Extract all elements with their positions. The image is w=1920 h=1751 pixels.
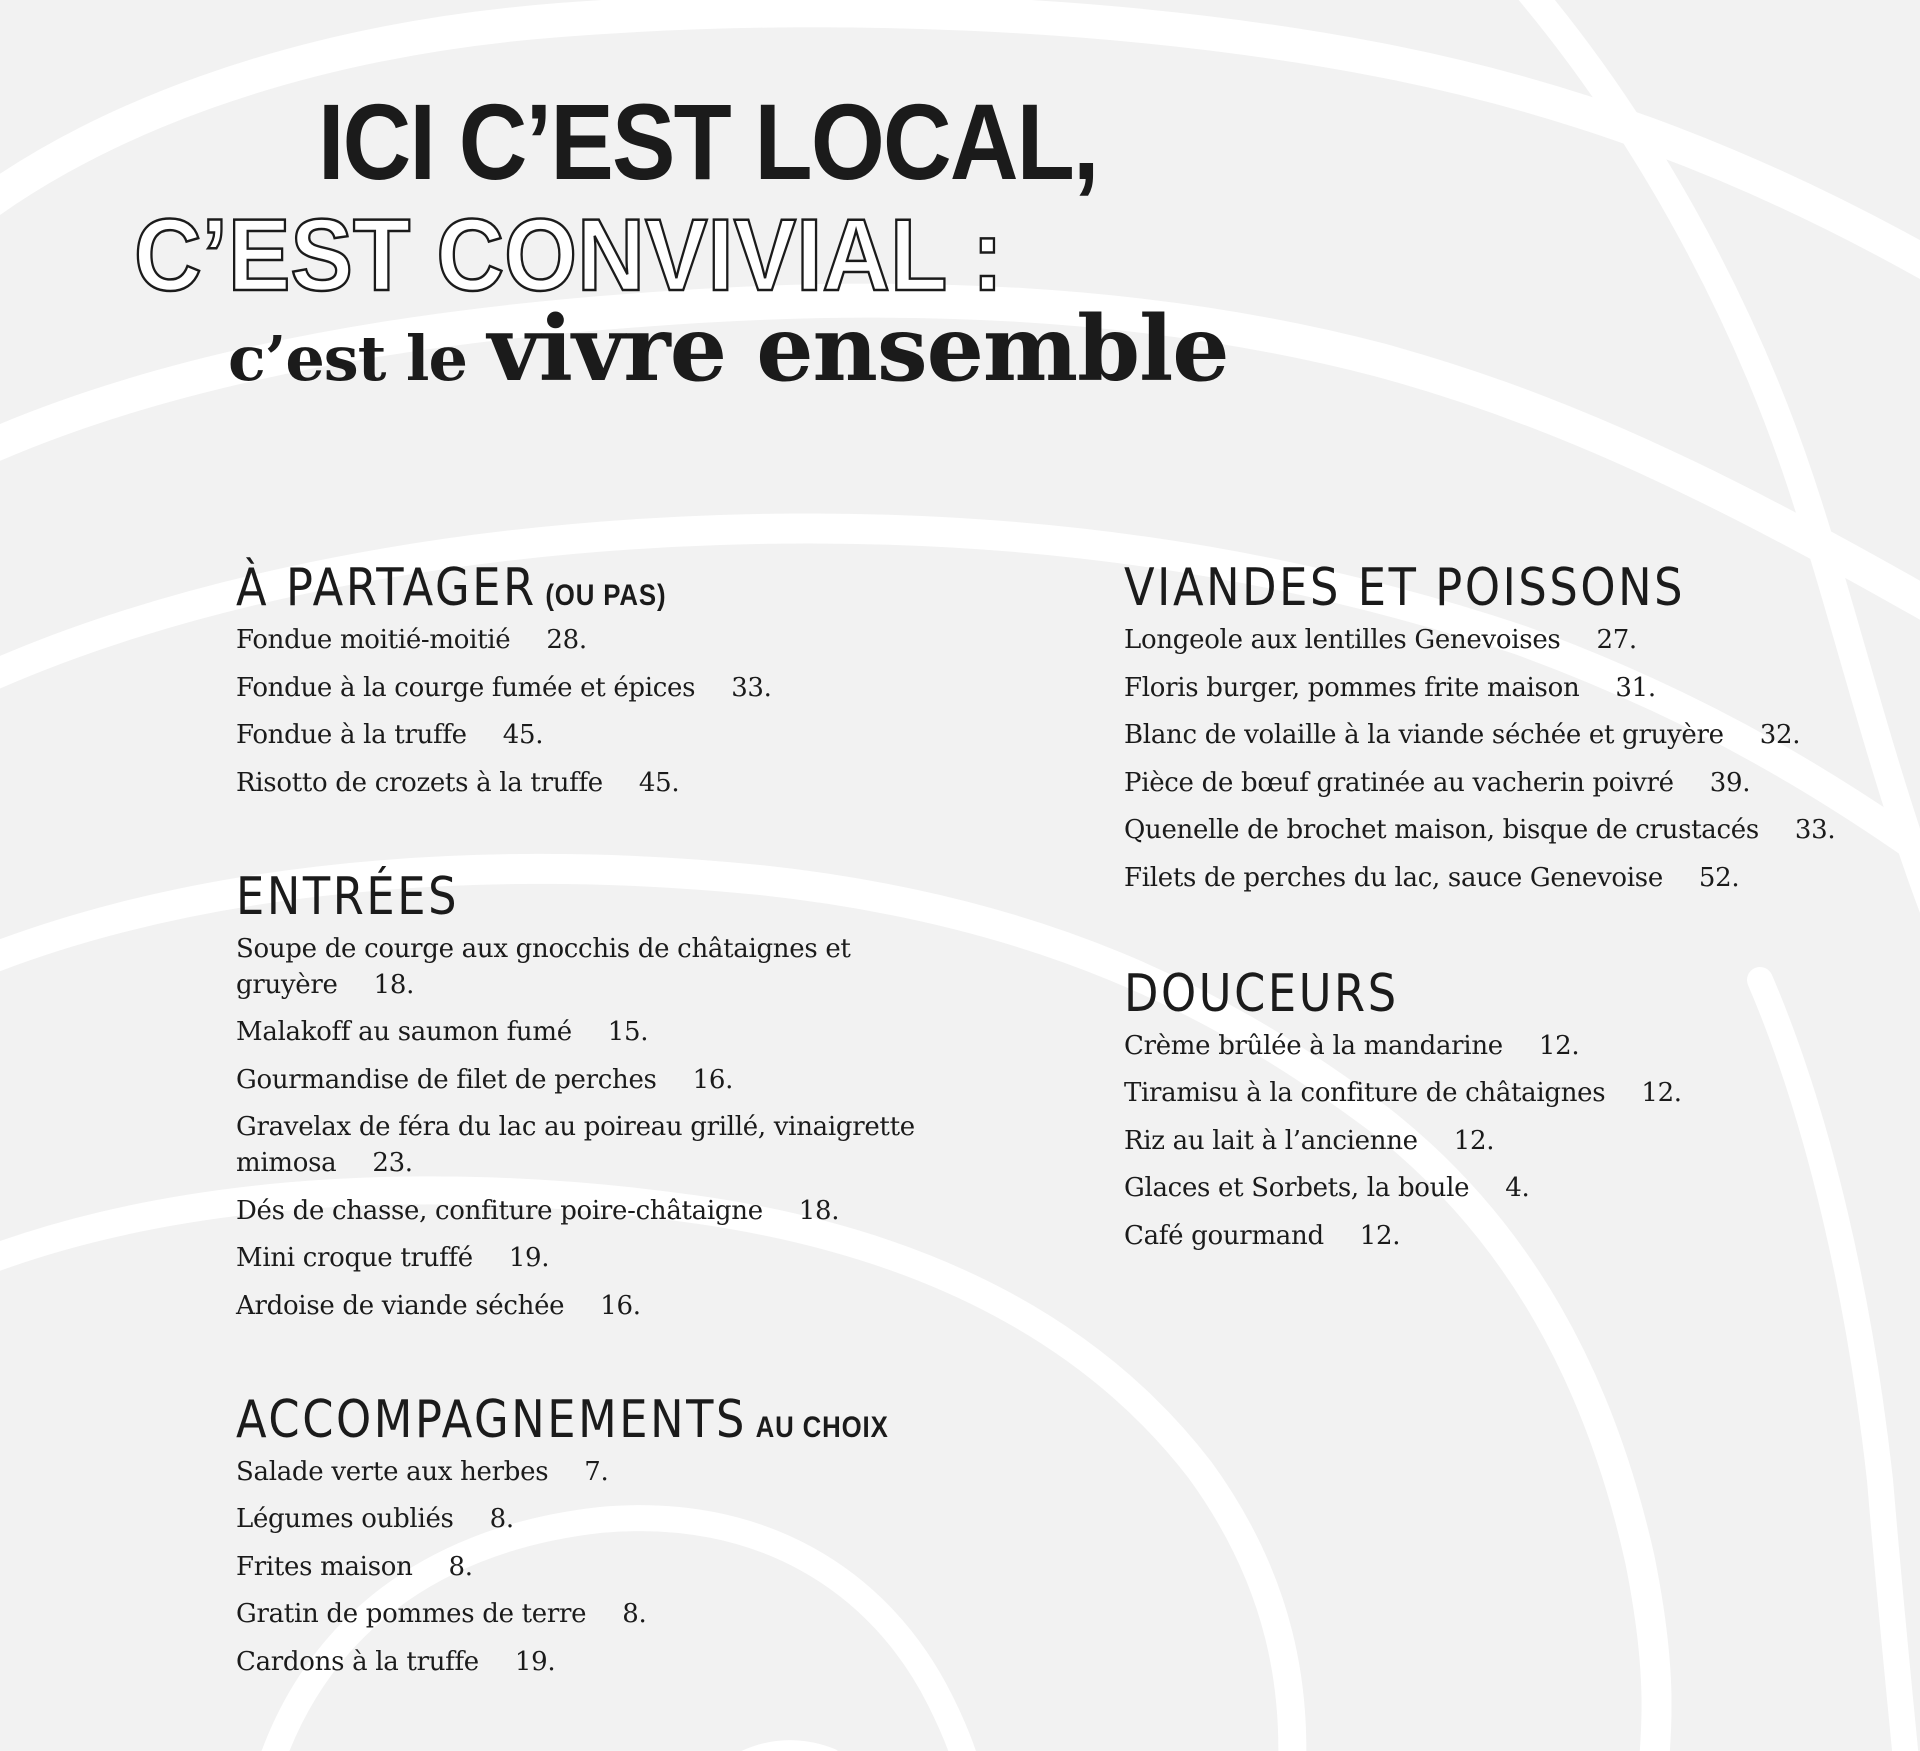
section-subtitle: AU CHOIX <box>755 1410 889 1444</box>
menu-item-name: Fondue moitié-moitié <box>236 625 511 656</box>
section-title-text: DOUCEURS <box>1124 963 1399 1024</box>
section-subtitle: (OU PAS) <box>545 579 667 612</box>
section-accompagnements <box>236 1389 936 1680</box>
menu-item-name: Soupe de courge aux gnocchis de châtaignes et gruyère <box>236 933 851 1000</box>
section-title-text: ACCOMPAGNEMENTS <box>236 1389 748 1450</box>
menu-item-name: Gravelax de féra du lac au poireau grillé, vinaigrette mimosa <box>236 1112 915 1179</box>
menu-item <box>236 1014 926 1050</box>
menu-item <box>236 1062 926 1098</box>
menu-item <box>236 765 926 801</box>
menu-item <box>236 1644 926 1680</box>
menu-item-name: Blanc de volaille à la viande séchée et gruyère <box>1124 720 1724 751</box>
menu-item-price: 4. <box>1505 1173 1530 1204</box>
section-title <box>1124 560 1803 616</box>
menu-item <box>1124 860 1914 896</box>
section-title <box>236 560 838 616</box>
menu-item-price: 27. <box>1596 625 1637 656</box>
menu-item-name: Riz au lait à l’ancienne <box>1124 1125 1418 1156</box>
menu-item-name: Glaces et Sorbets, la boule <box>1124 1173 1470 1204</box>
menu-list <box>1124 1028 1914 1254</box>
menu-item <box>1124 1123 1914 1159</box>
menu-item-price: 12. <box>1641 1078 1682 1109</box>
menu-item-price: 16. <box>692 1064 734 1095</box>
menu-item-name: Quenelle de brochet maison, bisque de crustacés <box>1124 815 1759 846</box>
menu-item <box>236 1596 926 1632</box>
menu-item <box>1124 1028 1914 1064</box>
menu-item-price: 45. <box>638 767 680 798</box>
menu-item <box>236 931 926 1003</box>
menu-item-name: Frites maison <box>236 1551 413 1582</box>
menu-list <box>236 1454 936 1680</box>
menu-item-name: Tiramisu à la confiture de châtaignes <box>1124 1078 1606 1109</box>
section-title <box>236 1389 889 1450</box>
menu-item-price: 15. <box>607 1017 649 1048</box>
menu-item-price: 12. <box>1453 1125 1495 1156</box>
menu-item <box>236 670 926 706</box>
section-title-text: ENTRÉES <box>236 866 460 927</box>
menu-item <box>236 1193 926 1229</box>
menu-item-name: Mini croque truffé <box>236 1243 473 1274</box>
menu-item <box>236 1454 926 1490</box>
menu-item-name: Filets de perches du lac, sauce Genevoise <box>1124 862 1663 893</box>
menu-item-name: Ardoise de viande séchée <box>236 1290 565 1321</box>
menu-item-price: 19. <box>508 1243 550 1274</box>
menu-item <box>236 1549 926 1585</box>
menu-item-price: 33. <box>1794 815 1836 846</box>
menu-item-price: 28. <box>546 625 587 656</box>
menu-list <box>1124 622 1914 896</box>
menu-item-name: Café gourmand <box>1124 1220 1324 1251</box>
menu-item-name: Pièce de bœuf gratinée au vacherin poivré <box>1124 767 1674 798</box>
menu-item-price: 23. <box>372 1148 413 1179</box>
menu-item <box>1124 622 1914 658</box>
menu-item-name: Gratin de pommes de terre <box>236 1599 587 1630</box>
menu-item-price: 39. <box>1709 767 1751 798</box>
menu-item-name: Légumes oubliés <box>236 1504 454 1535</box>
section-title <box>1124 963 1803 1024</box>
menu-item-price: 45. <box>502 720 544 751</box>
menu-item-name: Malakoff au saumon fumé <box>236 1017 572 1048</box>
menu-item-price: 18. <box>798 1195 840 1226</box>
menu-item-name: Risotto de crozets à la truffe <box>236 767 603 798</box>
menu-column-left <box>236 560 936 1691</box>
menu-item-price: 8. <box>448 1551 473 1582</box>
menu-column-right <box>1124 560 1914 1265</box>
section-title-text: À PARTAGER <box>236 558 537 618</box>
headline-line-3 <box>228 296 1229 402</box>
menu-item-name: Longeole aux lentilles Genevoises <box>1124 625 1561 656</box>
menu-item-price: 19. <box>514 1646 556 1677</box>
menu-item <box>1124 1075 1914 1111</box>
menu-item <box>1124 717 1914 753</box>
menu-item-name: Crème brûlée à la mandarine <box>1124 1030 1503 1061</box>
menu-item-price: 52. <box>1698 862 1740 893</box>
menu-item-name: Salade verte aux herbes <box>236 1456 549 1487</box>
menu-item-price: 16. <box>600 1290 641 1321</box>
section-title-text: VIANDES ET POISSONS <box>1124 558 1686 618</box>
headline-line-3-big: vivre ensemble <box>487 296 1229 402</box>
menu-list <box>236 622 936 801</box>
section-entrees <box>236 866 936 1324</box>
section-viandes-et-poissons <box>1124 560 1914 896</box>
menu-item-name: Cardons à la truffe <box>236 1646 479 1677</box>
menu-item-price: 18. <box>373 969 415 1000</box>
menu-item-price: 31. <box>1615 672 1656 703</box>
menu-item <box>1124 765 1914 801</box>
menu-item-price: 33. <box>731 672 772 703</box>
headline-line-1: ICI C’EST LOCAL, <box>318 81 1098 202</box>
menu-item-price: 32. <box>1759 720 1801 751</box>
menu-item <box>1124 670 1914 706</box>
menu-item <box>236 717 926 753</box>
section-a-partager <box>236 560 936 801</box>
menu-item-price: 8. <box>622 1599 647 1630</box>
menu-item-price: 8. <box>489 1504 514 1535</box>
menu-item <box>236 622 926 658</box>
menu-item <box>236 1501 926 1537</box>
menu-item-name: Dés de chasse, confiture poire-châtaigne <box>236 1195 763 1226</box>
menu-item-name: Fondue à la truffe <box>236 720 467 751</box>
headline-line-2: C’EST CONVIVIAL : <box>134 198 1003 312</box>
section-douceurs <box>1124 963 1914 1254</box>
menu-item <box>236 1109 926 1181</box>
menu-item <box>1124 1218 1914 1254</box>
menu-item-price: 12. <box>1359 1220 1401 1251</box>
menu-item <box>1124 812 1914 848</box>
menu-item <box>236 1288 926 1324</box>
section-title <box>236 866 838 927</box>
menu-item-price: 12. <box>1538 1030 1580 1061</box>
headline-line-3-small: c’est le <box>228 322 488 395</box>
menu-item <box>236 1240 926 1276</box>
menu-item <box>1124 1170 1914 1206</box>
menu-list <box>236 931 936 1324</box>
menu-item-name: Floris burger, pommes frite maison <box>1124 672 1580 703</box>
menu-item-name: Fondue à la courge fumée et épices <box>236 672 696 703</box>
menu-item-name: Gourmandise de filet de perches <box>236 1064 657 1095</box>
menu-item-price: 7. <box>584 1456 609 1487</box>
